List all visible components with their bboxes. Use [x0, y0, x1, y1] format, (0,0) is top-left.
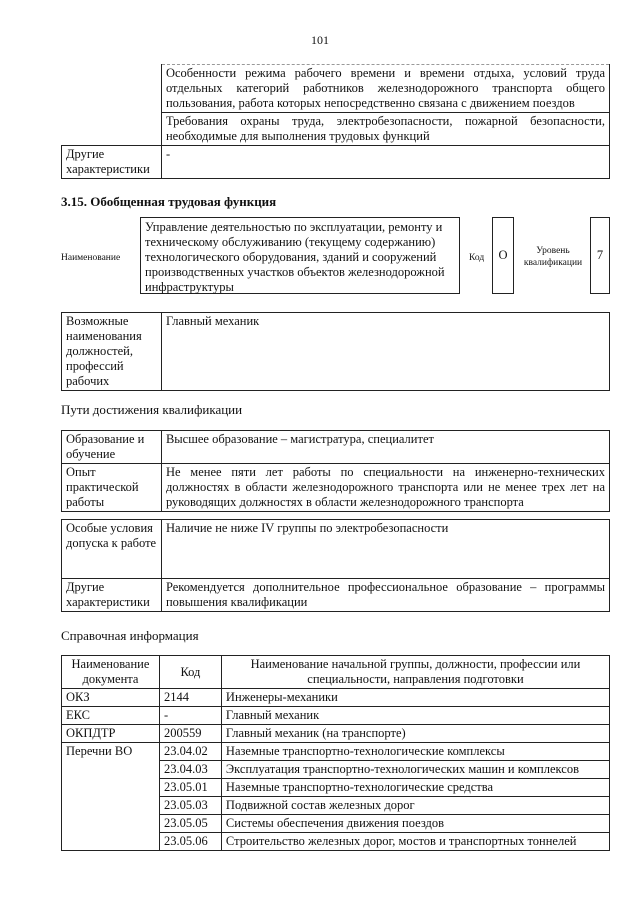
header-name: Наименование начальной группы, должности, профессии или специальности, направления подготовки: [221, 656, 609, 689]
table-row: [62, 146, 610, 179]
row-label: [62, 113, 162, 146]
name-label: Наименование: [61, 253, 121, 263]
row-label: Особые условия допуска к работе: [62, 520, 162, 579]
row-value: Высшее образование – магистратура, специалитет: [161, 431, 609, 464]
row-label: Опыт практической работы: [62, 464, 162, 512]
row-value: -: [161, 146, 609, 179]
table-row: [62, 313, 610, 391]
cell-doc: ОКЗ: [62, 689, 160, 707]
page-number: 101: [311, 33, 329, 47]
section-title: 3.15. Обобщенная трудовая функция: [61, 194, 277, 209]
cell-name: Инженеры-механики: [221, 689, 609, 707]
table-row: [62, 65, 610, 113]
continuation-table: [61, 64, 610, 179]
reference-title: Справочная информация: [61, 628, 199, 643]
cell-name: Подвижной состав железных дорог: [221, 797, 609, 815]
row-label: Другие характеристики: [62, 579, 162, 612]
row-label: Возможные наименования должностей, профессий рабочих: [62, 313, 162, 391]
cell-doc: ОКПДТР: [62, 725, 160, 743]
row-value: Рекомендуется дополнительное профессиональное образование – программы повышения квалификации: [161, 579, 609, 612]
table-row: [62, 743, 610, 761]
cell-doc: ЕКС: [62, 707, 160, 725]
row-value: Наличие не ниже IV группы по электробезопасности: [161, 520, 609, 579]
cell-name: Главный механик (на транспорте): [221, 725, 609, 743]
cell-name: Строительство железных дорог, мостов и транспортных тоннелей: [221, 833, 609, 851]
cell-code: -: [159, 707, 221, 725]
table-row: [62, 113, 610, 146]
cell-name: Наземные транспортно-технологические комплексы: [221, 743, 609, 761]
row-label: [62, 65, 162, 113]
level-label: Уровень квалификации: [523, 246, 583, 268]
cell-code: 23.04.02: [159, 743, 221, 761]
row-value: Требования охраны труда, электробезопасности, пожарной безопасности, необходимые для выполнения трудовых функций: [161, 113, 609, 146]
cell-code: 23.05.05: [159, 815, 221, 833]
cell-code: 2144: [159, 689, 221, 707]
table-row: [62, 579, 610, 612]
row-value: Особенности режима рабочего времени и времени отдыха, условий труда отдельных категорий работников железнодорожного транспорта общего пользования, работа которых непосредственно связана с движением поездов: [161, 65, 609, 113]
cell-code: 23.05.03: [159, 797, 221, 815]
header-code: Код: [159, 656, 221, 689]
table-row: [62, 707, 610, 725]
code-label: Код: [469, 253, 485, 263]
header-document: Наименование документа: [62, 656, 160, 689]
gtf-level: 7: [590, 217, 610, 294]
positions-table: [61, 312, 610, 391]
table-row: [62, 464, 610, 512]
table-row: [62, 520, 610, 579]
table-row: [62, 689, 610, 707]
cell-name: Эксплуатация транспортно-технологических машин и комплексов: [221, 761, 609, 779]
cell-code: 23.04.03: [159, 761, 221, 779]
table-row: [62, 431, 610, 464]
reference-table: [61, 655, 610, 851]
cell-code: 23.05.06: [159, 833, 221, 851]
row-value: Не менее пяти лет работы по специальности на инженерно-технических должностях в области железнодорожного транспорта или не менее трех лет на руководящих должностях в области железнодорожного транспорта: [161, 464, 609, 512]
row-label: Другие характеристики: [62, 146, 162, 179]
cell-name: Системы обеспечения движения поездов: [221, 815, 609, 833]
row-label: Образование и обучение: [62, 431, 162, 464]
gtf-name: Управление деятельностью по эксплуатации, ремонту и техническому обслуживанию (текущему содержанию) технологического оборудования, зданий и сооружений производственных участков объектов железнодорожной инфраструктуры: [140, 217, 460, 294]
cell-doc: Перечни ВО: [62, 743, 160, 851]
table-row: [62, 725, 610, 743]
cell-name: Главный механик: [221, 707, 609, 725]
cell-code: 200559: [159, 725, 221, 743]
paths-title: Пути достижения квалификации: [61, 402, 243, 417]
conditions-table: [61, 519, 610, 612]
row-value: Главный механик: [161, 313, 609, 391]
paths-table: [61, 430, 610, 512]
cell-code: 23.05.01: [159, 779, 221, 797]
gtf-code: O: [492, 217, 514, 294]
cell-name: Наземные транспортно-технологические средства: [221, 779, 609, 797]
table-header-row: [62, 656, 610, 689]
